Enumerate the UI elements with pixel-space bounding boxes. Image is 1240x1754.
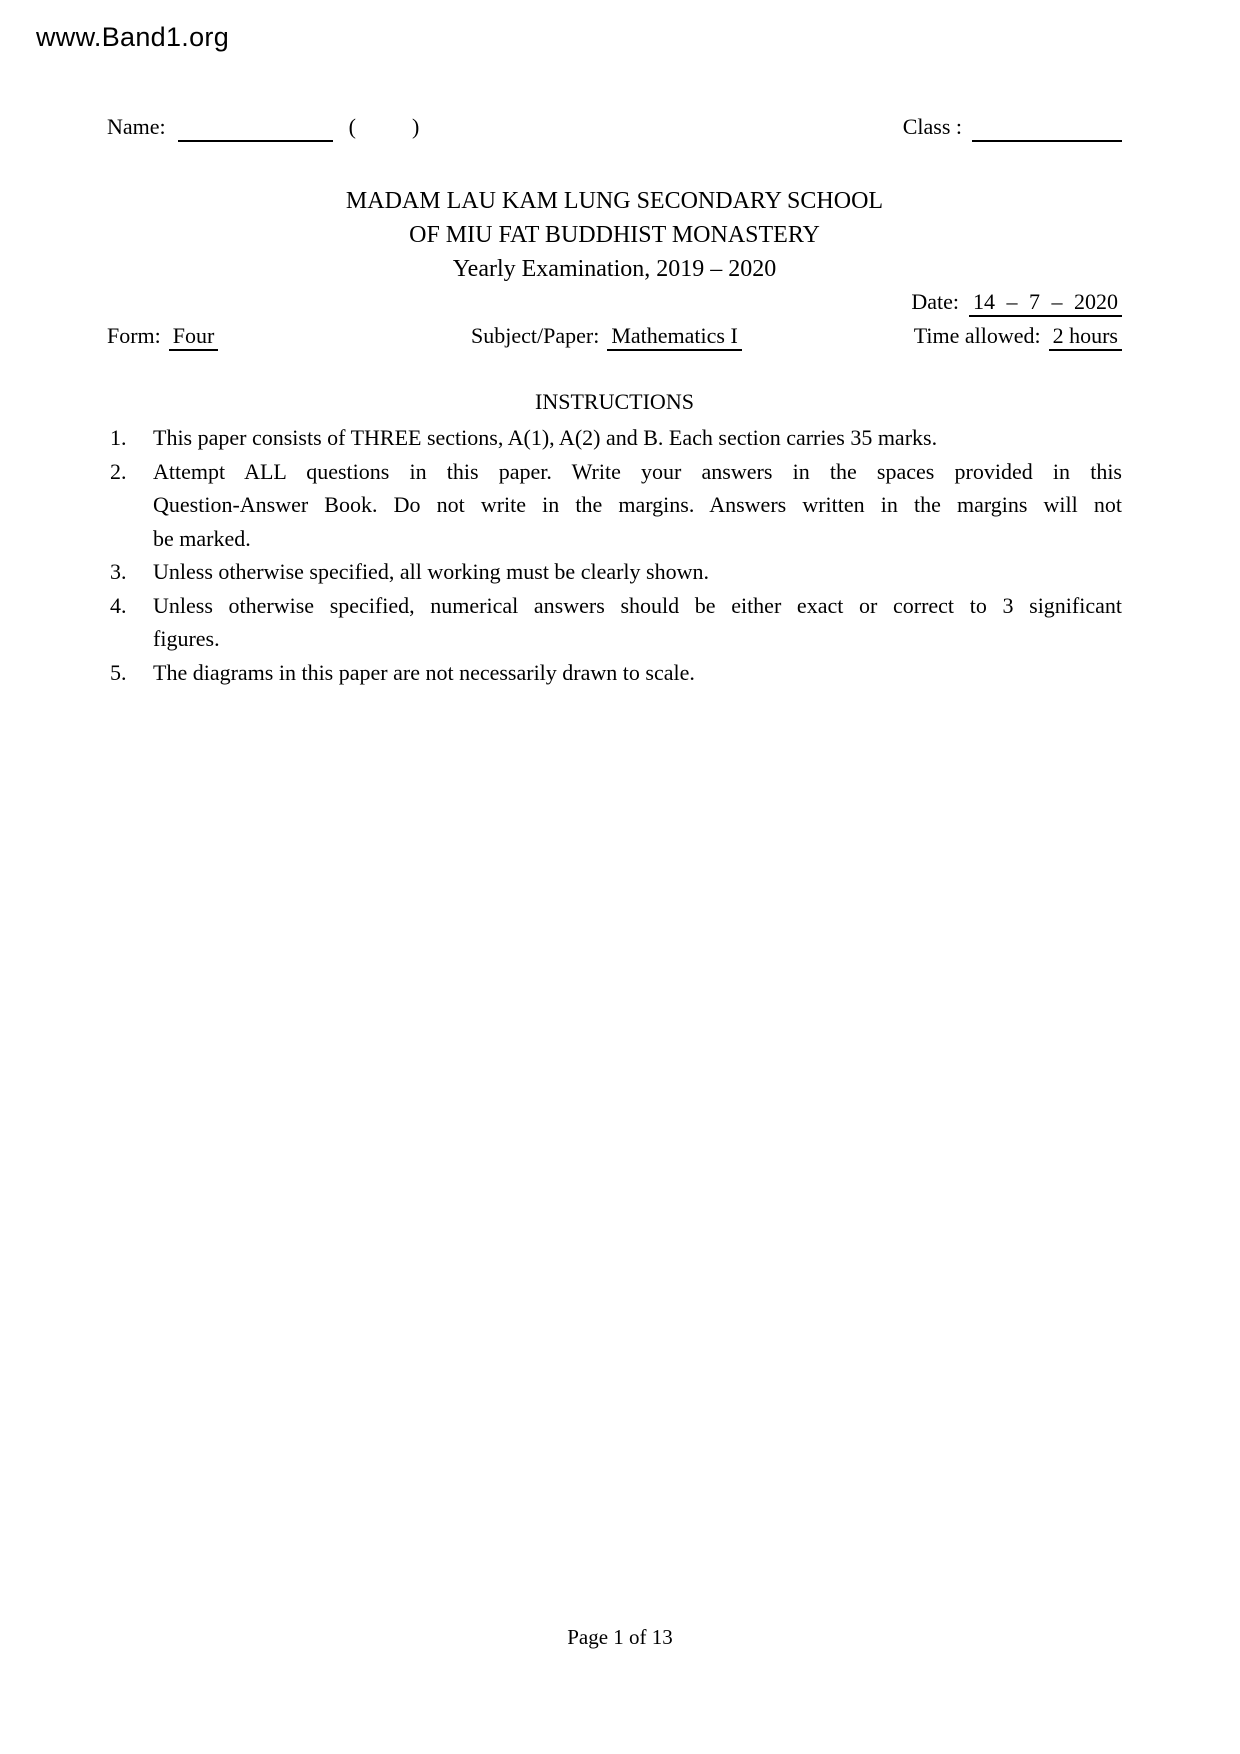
exam-session-line: Yearly Examination, 2019 – 2020 bbox=[452, 256, 777, 282]
date-row bbox=[107, 287, 1122, 317]
instruction-item-5 bbox=[110, 656, 1122, 690]
school-name-line-2: OF MIU FAT BUDDHIST MONASTERY bbox=[409, 222, 820, 248]
instruction-item-2 bbox=[110, 455, 1122, 556]
exam-meta-row bbox=[107, 321, 1122, 355]
time-allowed-value: 2 hours bbox=[1049, 323, 1122, 351]
time-allowed-field bbox=[914, 321, 1122, 351]
class-blank-line bbox=[972, 116, 1122, 142]
exam-title-block bbox=[107, 184, 1122, 286]
instruction-number: 1. bbox=[110, 425, 127, 450]
class-number-paren-open: ( bbox=[348, 114, 356, 139]
site-watermark: www.Band1.org bbox=[36, 22, 230, 52]
date-label: Date: bbox=[911, 289, 959, 314]
name-class-row bbox=[107, 112, 1122, 142]
instruction-item-4 bbox=[110, 589, 1122, 656]
instruction-text: The diagrams in this paper are not necessarily drawn to scale. bbox=[153, 659, 695, 685]
class-number-paren-close: ) bbox=[411, 114, 420, 139]
instruction-number: 2. bbox=[110, 458, 127, 484]
instruction-number: 4. bbox=[110, 592, 127, 618]
instruction-number: 5. bbox=[110, 659, 127, 685]
name-field-group bbox=[107, 112, 419, 142]
instruction-item-3 bbox=[110, 555, 1122, 589]
class-field-group bbox=[903, 112, 1122, 142]
name-blank-line bbox=[178, 116, 333, 142]
instruction-text: Unless otherwise specified, numerical answers should be either exact or correct to 3 significant figures. bbox=[153, 592, 1122, 651]
instructions-heading: INSTRUCTIONS bbox=[535, 389, 694, 414]
page-number: Page 1 of 13 bbox=[567, 1625, 673, 1649]
instruction-item-1 bbox=[110, 421, 1122, 455]
instruction-text: This paper consists of THREE sections, A(1), A(2) and B. Each section carries 35 marks. bbox=[153, 425, 938, 450]
form-field bbox=[107, 321, 218, 351]
time-allowed-label: Time allowed: bbox=[913, 323, 1041, 348]
subject-label: Subject/Paper: bbox=[471, 323, 600, 348]
instructions-list bbox=[110, 421, 1122, 689]
form-value: Four bbox=[169, 323, 219, 351]
date-value: 14 – 7 – 2020 bbox=[969, 289, 1122, 317]
instruction-text: Unless otherwise specified, all working must be clearly shown. bbox=[153, 559, 709, 584]
instruction-number: 3. bbox=[110, 559, 127, 584]
subject-field bbox=[471, 321, 742, 351]
subject-value: Mathematics I bbox=[607, 323, 741, 351]
name-label: Name: bbox=[107, 114, 166, 139]
instruction-text: Attempt ALL questions in this paper. Write your answers in the spaces provided in this Question-Answer Book. Do not write in the margins. Answers written in the margins will not be marked. bbox=[153, 458, 1122, 551]
class-label: Class : bbox=[902, 114, 962, 139]
school-name-line-1: MADAM LAU KAM LUNG SECONDARY SCHOOL bbox=[345, 188, 884, 214]
form-label: Form: bbox=[107, 323, 161, 348]
